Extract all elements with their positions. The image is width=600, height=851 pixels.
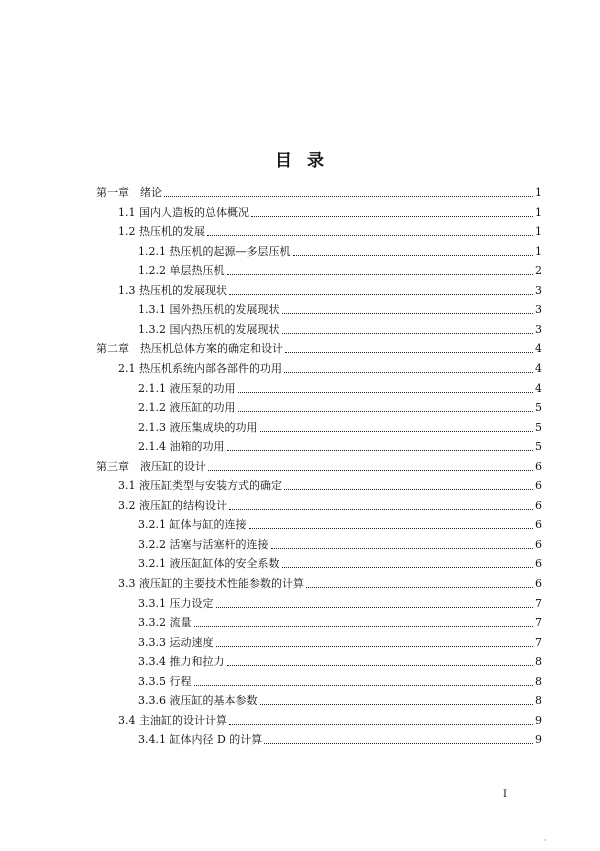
toc-entry-page: 3 xyxy=(535,322,542,336)
toc-entry-label: 3.3 液压缸的主要技术性能参数的计算 xyxy=(118,577,304,590)
toc-entry-label: 3.1 液压缸类型与安装方式的确定 xyxy=(118,479,282,493)
toc-entry-label: 1.1 国内人造板的总体概况 xyxy=(118,205,249,219)
dot-leader xyxy=(251,215,533,217)
dot-leader xyxy=(208,469,533,471)
toc-entry-label: 1.3.1 国外热压机的发展现状 xyxy=(138,303,280,317)
toc-entry-page: 4 xyxy=(535,342,542,356)
toc-entry[interactable] xyxy=(138,593,542,611)
toc-entry-page: 3 xyxy=(535,283,542,297)
toc-entry-page: 6 xyxy=(535,498,542,512)
toc-entry-page: 7 xyxy=(535,596,542,610)
toc-entry-label: 3.3.5 行程 xyxy=(138,674,192,688)
dot-leader xyxy=(282,332,534,334)
toc-entry-label: 3.2.1 液压缸缸体的安全系数 xyxy=(138,557,280,571)
toc-entry[interactable] xyxy=(118,358,542,376)
toc-entry[interactable] xyxy=(118,710,542,728)
toc-entry-page: 6 xyxy=(535,518,542,532)
toc-entry-label: 1.3.2 国内热压机的发展现状 xyxy=(138,322,280,336)
title-char-2: 录 xyxy=(307,151,325,171)
dot-leader xyxy=(194,625,534,627)
toc-entry[interactable] xyxy=(118,221,542,239)
toc-entry-page: 5 xyxy=(535,420,542,434)
toc-entry-page: 1 xyxy=(535,244,542,258)
dot-leader xyxy=(260,430,534,432)
toc-entry[interactable] xyxy=(138,397,542,415)
toc-entry-label: 3.2.1 缸体与缸的连接 xyxy=(138,518,247,532)
dot-leader xyxy=(249,527,534,529)
toc-entry-page: 5 xyxy=(535,401,542,415)
dot-leader xyxy=(229,293,533,295)
toc-entry[interactable] xyxy=(118,202,542,220)
toc-entry[interactable] xyxy=(138,612,542,630)
toc-entry[interactable] xyxy=(138,260,542,278)
toc-entry[interactable] xyxy=(96,338,542,356)
dot-leader xyxy=(227,664,534,666)
dot-leader xyxy=(238,391,534,393)
dot-leader xyxy=(284,371,533,373)
dot-leader xyxy=(282,566,534,568)
toc-entry[interactable] xyxy=(118,573,542,591)
toc-entry-page: 6 xyxy=(535,577,542,590)
toc-entry-label: 3.3.4 推力和拉力 xyxy=(138,655,225,669)
dot-leader xyxy=(207,234,533,236)
dot-leader xyxy=(306,586,533,588)
toc-entry-page: 5 xyxy=(535,440,542,454)
toc-entry-page: 6 xyxy=(535,557,542,571)
toc-entry[interactable] xyxy=(138,299,542,317)
toc-entry-label: 1.3 热压机的发展现状 xyxy=(118,283,227,297)
toc-entry[interactable] xyxy=(138,632,542,650)
toc-entry-label: 1.2.1 热压机的起源—多层压机 xyxy=(138,244,291,258)
toc-entry-label: 2.1 热压机系统内部各部件的功用 xyxy=(118,361,282,375)
toc-entry-page: 1 xyxy=(535,186,542,199)
toc-entry[interactable] xyxy=(138,378,542,396)
toc-entry-label: 1.2 热压机的发展 xyxy=(118,225,205,239)
toc-entry[interactable] xyxy=(138,241,542,259)
toc-entry-label: 3.2 液压缸的结构设计 xyxy=(118,498,227,512)
toc-entry-page: 8 xyxy=(535,694,542,708)
toc-entry-label: 1.2.2 单层热压机 xyxy=(138,264,225,278)
toc-entry[interactable] xyxy=(138,651,542,669)
toc-entry[interactable] xyxy=(138,436,542,454)
toc-entry[interactable] xyxy=(138,514,542,532)
toc-entry[interactable] xyxy=(138,534,542,552)
dot-leader xyxy=(282,312,534,314)
toc-entry-page: 7 xyxy=(535,635,542,649)
toc-entry[interactable] xyxy=(118,475,542,493)
dot-leader xyxy=(293,254,534,256)
dot-leader xyxy=(260,703,534,705)
toc-entry[interactable] xyxy=(138,671,542,689)
toc-entry-label: 2.1.3 液压集成块的功用 xyxy=(138,420,258,434)
toc-entry[interactable] xyxy=(96,182,542,200)
toc-entry-label: 第二章 热压机总体方案的确定和设计 xyxy=(96,342,283,356)
toc-entry-label: 3.3.6 液压缸的基本参数 xyxy=(138,694,258,708)
toc-entry-label: 2.1.4 油箱的功用 xyxy=(138,440,225,454)
toc-entry[interactable] xyxy=(118,495,542,513)
toc-entry-page: 6 xyxy=(535,459,542,473)
corner-mark: · xyxy=(544,836,547,845)
dot-leader xyxy=(227,273,534,275)
toc-entry[interactable] xyxy=(96,456,542,474)
toc-entry-label: 3.4.1 缸体内径 D 的计算 xyxy=(138,733,263,747)
page-title xyxy=(0,146,600,171)
dot-leader xyxy=(229,508,533,510)
toc-entry-label: 第三章 液压缸的设计 xyxy=(96,459,206,473)
dot-leader xyxy=(227,449,534,451)
toc-entry[interactable] xyxy=(138,729,542,747)
toc-entry[interactable] xyxy=(138,417,542,435)
toc-entry-page: 1 xyxy=(535,225,542,239)
toc-entry-page: 3 xyxy=(535,303,542,317)
dot-leader xyxy=(284,488,533,490)
toc-entry-page: 4 xyxy=(535,381,542,395)
toc-entry-label: 3.2.2 活塞与活塞杆的连接 xyxy=(138,537,269,551)
footer-page-number: I xyxy=(503,789,507,800)
dot-leader xyxy=(216,645,534,647)
toc-entry-page: 4 xyxy=(535,361,542,375)
toc-entry-page: 1 xyxy=(535,205,542,219)
toc-entry-page: 2 xyxy=(535,264,542,278)
toc-entry-label: 3.3.3 运动速度 xyxy=(138,635,214,649)
toc-entry-page: 9 xyxy=(535,733,542,747)
toc-entry-page: 7 xyxy=(535,616,542,630)
toc-entry-label: 2.1.1 液压泵的功用 xyxy=(138,381,236,395)
toc-entry-page: 9 xyxy=(535,713,542,727)
dot-leader xyxy=(271,547,534,549)
toc-entry-page: 6 xyxy=(535,479,542,493)
toc-entry[interactable] xyxy=(138,690,542,708)
toc-entry-label: 3.4 主油缸的设计计算 xyxy=(118,713,227,727)
dot-leader xyxy=(164,195,533,197)
toc-entry-page: 8 xyxy=(535,655,542,669)
toc-entry[interactable] xyxy=(138,319,542,337)
toc-entry[interactable] xyxy=(138,553,542,571)
toc-entry-page: 6 xyxy=(535,537,542,551)
toc-entry-label: 2.1.2 液压缸的功用 xyxy=(138,401,236,415)
dot-leader xyxy=(264,742,533,744)
toc-entry-label: 3.3.1 压力设定 xyxy=(138,596,214,610)
toc-entry-label: 3.3.2 流量 xyxy=(138,616,192,630)
dot-leader xyxy=(229,723,533,725)
dot-leader xyxy=(216,606,534,608)
title-char-1: 目 xyxy=(275,151,293,171)
toc-entry[interactable] xyxy=(118,280,542,298)
dot-leader xyxy=(238,410,534,412)
toc-entry-page: 8 xyxy=(535,674,542,688)
dot-leader xyxy=(285,351,533,353)
toc-entry-label: 第一章 绪论 xyxy=(96,186,162,199)
dot-leader xyxy=(194,684,534,686)
